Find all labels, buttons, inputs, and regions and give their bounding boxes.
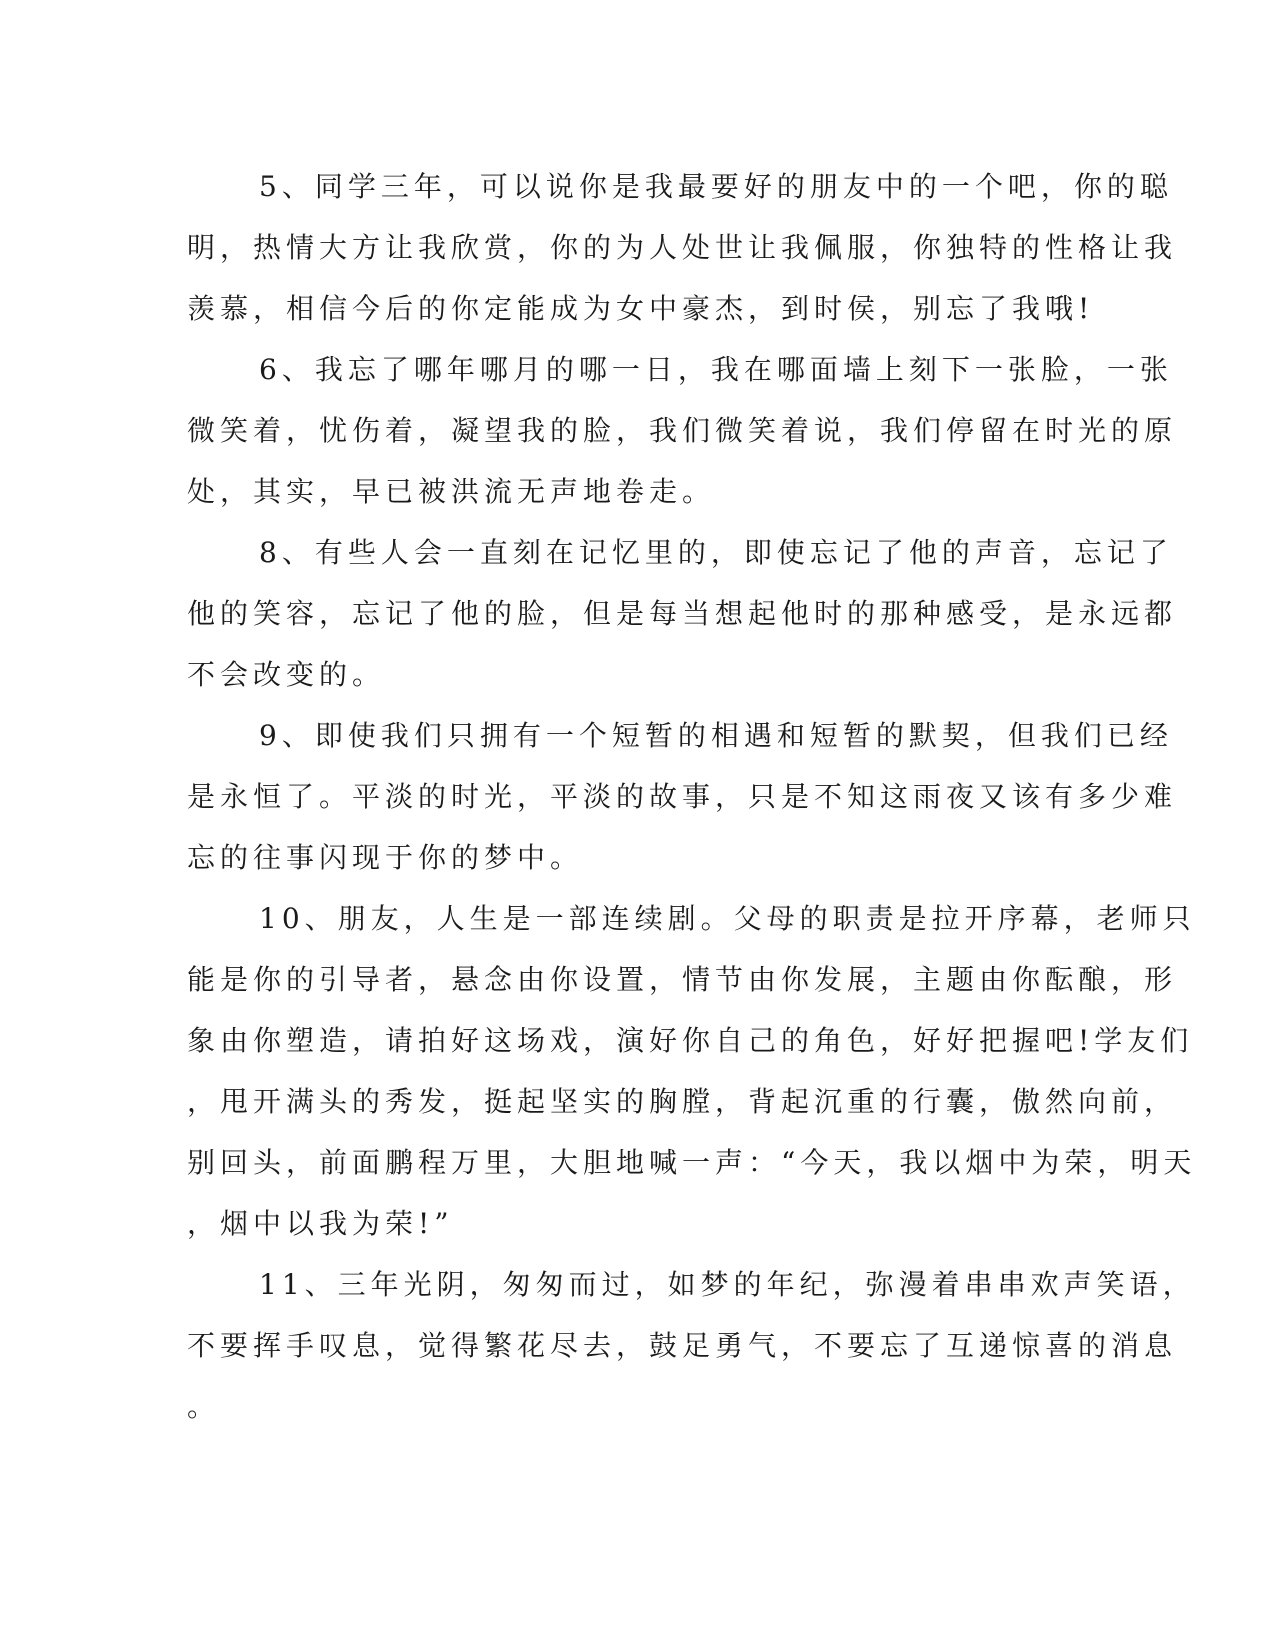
text-line: 不会改变的。 (187, 658, 386, 691)
text-line: 明，热情大方让我欣赏，你的为人处世让我佩服，你独特的性格让我 (187, 231, 1178, 264)
text-line: 他的笑容，忘记了他的脸，但是每当想起他时的那种感受，是永远都 (187, 597, 1178, 630)
text-line: 别回头，前面鹏程万里，大胆地喊一声：“今天，我以烟中为荣，明天 (187, 1146, 1197, 1179)
text-line: 8、有些人会一直刻在记忆里的，即使忘记了他的声音，忘记了 (259, 536, 1173, 569)
text-line: 微笑着，忧伤着，凝望我的脸，我们微笑着说，我们停留在时光的原 (187, 414, 1178, 447)
text-line: ，烟中以我为荣!” (187, 1207, 454, 1240)
text-line: 象由你塑造，请拍好这场戏，演好你自己的角色，好好把握吧!学友们 (187, 1024, 1194, 1057)
text-line: 处，其实，早已被洪流无声地卷走。 (187, 475, 716, 508)
text-line: 能是你的引导者，悬念由你设置，情节由你发展，主题由你酝酿，形 (187, 963, 1178, 996)
text-line: 羡慕，相信今后的你定能成为女中豪杰，到时侯，别忘了我哦! (187, 292, 1095, 325)
paragraph-6 (187, 339, 1178, 522)
text-line: 9、即使我们只拥有一个短暂的相遇和短暂的默契，但我们已经 (259, 719, 1173, 752)
text-line: 10、朋友，人生是一部连续剧。父母的职责是拉开序幕，老师只 (259, 902, 1196, 935)
paragraph-5 (187, 156, 1178, 339)
text-line: ，甩开满头的秀发，挺起坚实的胸膛，背起沉重的行囊，傲然向前， (187, 1085, 1178, 1118)
text-line: 是永恒了。平淡的时光，平淡的故事，只是不知这雨夜又该有多少难 (187, 780, 1178, 813)
text-line: 11、三年光阴，匆匆而过，如梦的年纪，弥漫着串串欢声笑语， (259, 1268, 1196, 1301)
text-line: 6、我忘了哪年哪月的哪一日，我在哪面墙上刻下一张脸，一张 (259, 353, 1173, 386)
paragraph-9 (187, 705, 1178, 888)
paragraph-8 (187, 522, 1178, 705)
document-body (187, 156, 1197, 1437)
text-line: 不要挥手叹息，觉得繁花尽去，鼓足勇气，不要忘了互递惊喜的消息 (187, 1329, 1178, 1362)
text-line: 。 (187, 1390, 221, 1423)
text-line: 5、同学三年，可以说你是我最要好的朋友中的一个吧，你的聪 (259, 170, 1173, 203)
paragraph-10 (187, 888, 1197, 1254)
paragraph-11 (187, 1254, 1196, 1437)
text-line: 忘的往事闪现于你的梦中。 (187, 841, 584, 874)
